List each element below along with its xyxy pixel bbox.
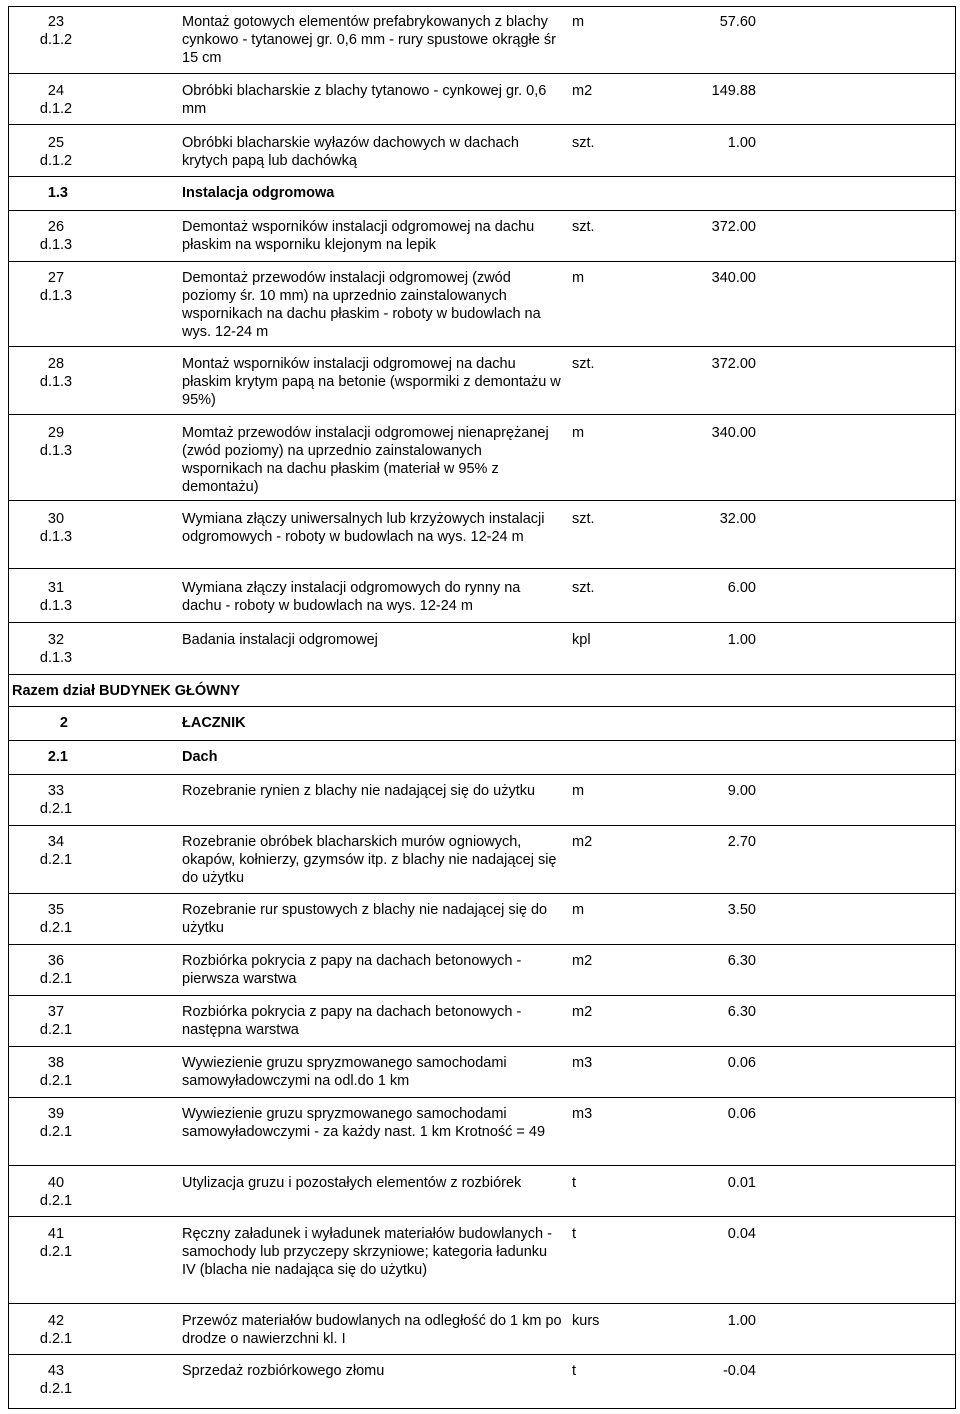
row-divider [8,944,956,945]
section-number: 2.1 [47,749,68,765]
item-quantity: 3.50 [727,902,756,918]
item-number: 29 d.1.3 [39,425,73,459]
item-description: Obróbki blacharskie wyłazów dachowych w dachach krytych papą lub dachówką [182,135,519,169]
item-number: 25 d.1.2 [39,135,73,169]
item-quantity: 32.00 [719,511,756,527]
item-number: 38 d.2.1 [39,1055,73,1089]
row-divider [8,73,956,74]
table-border-bottom [8,1408,956,1409]
item-unit: kpl [572,632,591,648]
item-description: Rozbiórka pokrycia z papy na dachach betonowych - następna warstwa [182,1004,522,1038]
item-description: Wywiezienie gruzu spryzmowanego samochodami samowyładowczymi - za każdy nast. 1 km Krotność = 49 [182,1106,546,1140]
item-unit: t [572,1363,577,1379]
row-divider [8,825,956,826]
table-border-top [8,6,956,7]
table-border-left [8,6,9,1408]
item-quantity: 340.00 [711,425,756,441]
item-number: 35 d.2.1 [39,902,73,936]
item-unit: m2 [572,834,593,850]
item-quantity: 1.00 [727,632,756,648]
item-number: 28 d.1.3 [39,356,73,390]
row-divider [8,995,956,996]
item-quantity: -0.04 [722,1363,756,1379]
item-number: 23 d.1.2 [39,14,73,48]
item-number: 42 d.2.1 [39,1313,73,1347]
row-divider [8,568,956,569]
item-unit: szt. [572,356,595,372]
item-quantity: 372.00 [711,219,756,235]
item-unit: m [572,783,585,799]
row-divider [8,210,956,211]
item-unit: m3 [572,1055,593,1071]
item-unit: m2 [572,83,593,99]
item-number: 37 d.2.1 [39,1004,73,1038]
item-number: 30 d.1.3 [39,511,73,545]
item-quantity: 6.30 [727,953,756,969]
item-unit: m2 [572,1004,593,1020]
item-number: 36 d.2.1 [39,953,73,987]
item-unit: m2 [572,953,593,969]
row-divider [8,414,956,415]
row-divider [8,1097,956,1098]
item-unit: m [572,270,585,286]
item-unit: szt. [572,135,595,151]
item-description: Momtaż przewodów instalacji odgromowej nienaprężanej (zwód poziomy) na uprzednio zainstalowanych wspornikach na dachu płaskim (materiał w 95% z demontażu) [182,425,549,495]
section-number: 1.3 [47,185,68,201]
item-quantity: 0.06 [727,1106,756,1122]
item-number: 34 d.2.1 [39,834,73,868]
item-number: 43 d.2.1 [39,1363,73,1397]
item-unit: t [572,1175,577,1191]
item-quantity: 1.00 [727,135,756,151]
section-title: Dach [182,749,218,765]
item-description: Rozbiórka pokrycia z papy na dachach betonowych - pierwsza warstwa [182,953,522,987]
total-label: Razem dział BUDYNEK GŁÓWNY [12,683,240,699]
section-title: ŁACZNIK [182,715,246,731]
item-quantity: 0.06 [727,1055,756,1071]
item-description: Wywiezienie gruzu spryzmowanego samochodami samowyładowczymi na odl.do 1 km [182,1055,507,1089]
item-description: Ręczny załadunek i wyładunek materiałów budowlanych - samochody lub przyczepy skrzyniowe; kategoria ładunku IV (blacha nie nadająca się do użytku) [182,1226,552,1278]
row-divider [8,674,956,675]
row-divider [8,706,956,707]
item-description: Wymiana złączy instalacji odgromowych do rynny na dachu - roboty w budowlach na wys. 12-24 m [182,580,521,614]
item-number: 26 d.1.3 [39,219,73,253]
item-quantity: 2.70 [727,834,756,850]
item-number: 39 d.2.1 [39,1106,73,1140]
item-description: Sprzedaż rozbiórkowego złomu [182,1363,385,1379]
item-unit: szt. [572,580,595,596]
item-description: Rozebranie obróbek blacharskich murów ogniowych, okapów, kołnierzy, gzymsów itp. z blachy nie nadającej się do użytku [182,834,557,886]
item-description: Demontaż przewodów instalacji odgromowej (zwód poziomy śr. 10 mm) na uprzednio zainstalowanych wspornikach na dachu płaskim - roboty w budowlach na wys. 12-24 m [182,270,541,340]
row-divider [8,893,956,894]
item-description: Demontaż wsporników instalacji odgromowej na dachu płaskim na wsporniku klejonym na lepik [182,219,535,253]
item-number: 31 d.1.3 [39,580,73,614]
item-number: 24 d.1.2 [39,83,73,117]
item-description: Rozebranie rur spustowych z blachy nie nadającej się do użytku [182,902,548,936]
item-number: 41 d.2.1 [39,1226,73,1260]
row-divider [8,622,956,623]
item-unit: m [572,902,585,918]
item-quantity: 6.00 [727,580,756,596]
row-divider [8,500,956,501]
item-number: 40 d.2.1 [39,1175,73,1209]
row-divider [8,346,956,347]
table-border-right [955,6,956,1408]
item-unit: szt. [572,511,595,527]
item-number: 33 d.2.1 [39,783,73,817]
item-description: Rozebranie rynien z blachy nie nadającej się do użytku [182,783,536,799]
item-quantity: 0.04 [727,1226,756,1242]
item-description: Badania instalacji odgromowej [182,632,378,648]
item-quantity: 57.60 [719,14,756,30]
item-quantity: 372.00 [711,356,756,372]
item-description: Obróbki blacharskie z blachy tytanowo - cynkowej gr. 0,6 mm [182,83,547,117]
row-divider [8,1354,956,1355]
item-unit: t [572,1226,577,1242]
item-unit: m [572,14,585,30]
item-quantity: 6.30 [727,1004,756,1020]
item-quantity: 149.88 [711,83,756,99]
item-description: Montaż gotowych elementów prefabrykowanych z blachy cynkowo - tytanowej gr. 0,6 mm - rury spustowe okrągłe śr 15 cm [182,14,556,66]
row-divider [8,740,956,741]
section-title: Instalacja odgromowa [182,185,335,201]
item-quantity: 340.00 [711,270,756,286]
row-divider [8,774,956,775]
item-unit: szt. [572,219,595,235]
item-description: Montaż wsporników instalacji odgromowej na dachu płaskim krytym papą na betonie (wspormiki z demontażu w 95%) [182,356,561,408]
item-quantity: 0.01 [727,1175,756,1191]
item-unit: kurs [572,1313,600,1329]
item-unit: m3 [572,1106,593,1122]
section-number: 2 [59,715,68,731]
item-description: Przewóz materiałów budowlanych na odległość do 1 km po drodze o nawierzchni kl. I [182,1313,562,1347]
row-divider [8,261,956,262]
item-quantity: 9.00 [727,783,756,799]
row-divider [8,1303,956,1304]
item-number: 27 d.1.3 [39,270,73,304]
item-description: Utylizacja gruzu i pozostałych elementów z rozbiórek [182,1175,522,1191]
row-divider [8,176,956,177]
row-divider [8,1165,956,1166]
row-divider [8,1046,956,1047]
item-description: Wymiana złączy uniwersalnych lub krzyżowych instalacji odgromowych - roboty w budowlach na wys. 12-24 m [182,511,545,545]
item-quantity: 1.00 [727,1313,756,1329]
item-unit: m [572,425,585,441]
row-divider [8,124,956,125]
item-number: 32 d.1.3 [39,632,73,666]
row-divider [8,1216,956,1217]
